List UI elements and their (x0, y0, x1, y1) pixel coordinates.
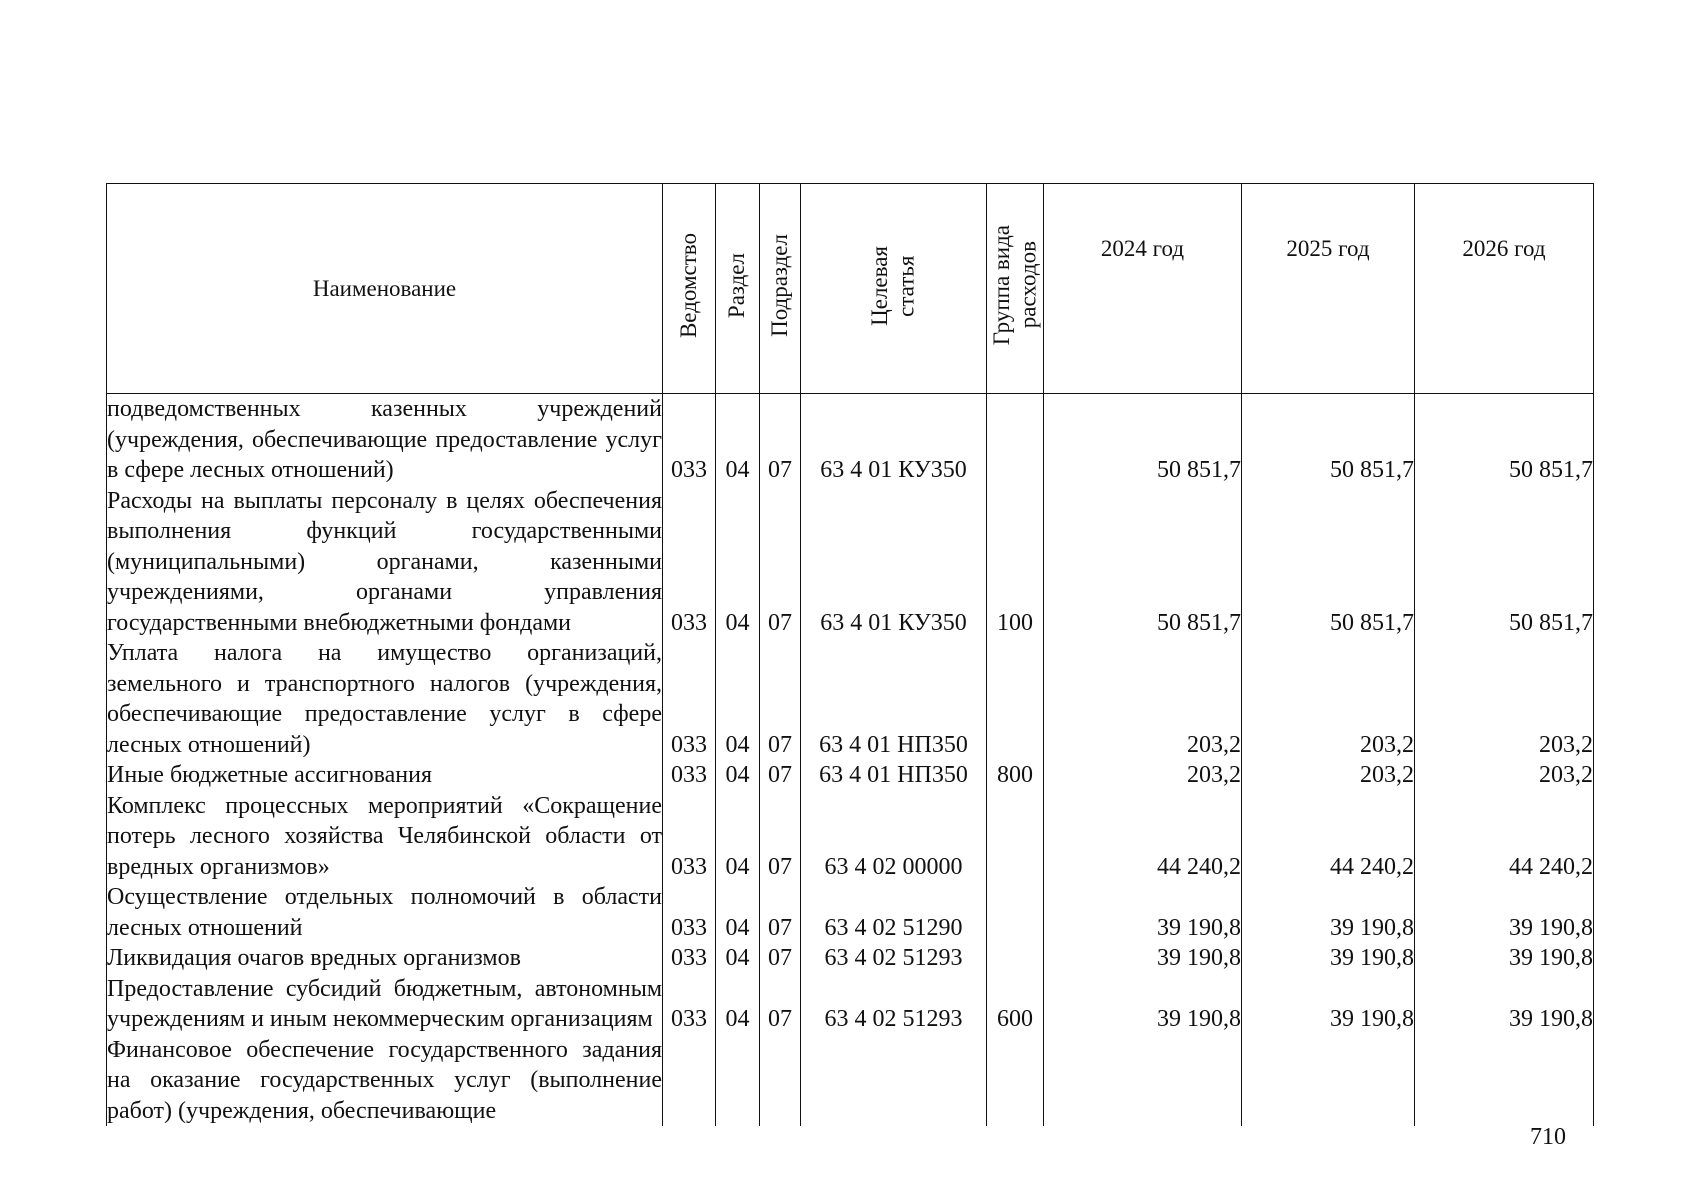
cell-2026: 203,2 (1415, 760, 1594, 791)
cell-name: Финансовое обеспечение государственного задания на оказание государственных услуг (выполнение работ) (учреждения, обеспечивающие (107, 1035, 663, 1127)
cell-gruppa: 800 (987, 760, 1044, 791)
cell-2025: 39 190,8 (1242, 882, 1415, 943)
cell-2025: 203,2 (1242, 638, 1415, 760)
cell-podrazdel: 07 (760, 943, 801, 974)
cell-2026: 203,2 (1415, 638, 1594, 760)
header-podrazdel: Подраздел (760, 184, 801, 394)
cell-celevaya-statya: 63 4 01 НП350 (801, 760, 987, 791)
cell-2024: 50 851,7 (1044, 486, 1242, 639)
cell-podrazdel: 07 (760, 394, 801, 486)
cell-celevaya-statya: 63 4 01 КУ350 (801, 486, 987, 639)
cell-vedomstvo: 033 (663, 943, 716, 974)
cell-vedomstvo: 033 (663, 882, 716, 943)
cell-2024 (1044, 1035, 1242, 1127)
cell-2025: 203,2 (1242, 760, 1415, 791)
table-row (107, 943, 1594, 974)
cell-2024: 39 190,8 (1044, 882, 1242, 943)
cell-celevaya-statya: 63 4 01 НП350 (801, 638, 987, 760)
cell-2024: 44 240,2 (1044, 791, 1242, 883)
cell-2025 (1242, 1035, 1415, 1127)
table-header-row (107, 184, 1594, 394)
cell-2026: 50 851,7 (1415, 394, 1594, 486)
cell-name: Предоставление субсидий бюджетным, автономным учреждениям и иным некоммерческим организациям (107, 974, 663, 1035)
table-body (107, 394, 1594, 1127)
table-row (107, 791, 1594, 883)
cell-podrazdel: 07 (760, 486, 801, 639)
cell-razdel: 04 (716, 943, 760, 974)
cell-2025: 50 851,7 (1242, 394, 1415, 486)
page-number: 710 (1530, 1124, 1566, 1150)
cell-razdel: 04 (716, 394, 760, 486)
table-row (107, 638, 1594, 760)
cell-podrazdel: 07 (760, 974, 801, 1035)
cell-podrazdel: 07 (760, 882, 801, 943)
cell-vedomstvo: 033 (663, 638, 716, 760)
header-razdel: Раздел (716, 184, 760, 394)
cell-celevaya-statya: 63 4 02 51293 (801, 974, 987, 1035)
cell-name: Комплекс процессных мероприятий «Сокращение потерь лесного хозяйства Челябинской области от вредных организмов» (107, 791, 663, 883)
cell-vedomstvo: 033 (663, 394, 716, 486)
cell-celevaya-statya: 63 4 02 51290 (801, 882, 987, 943)
cell-2025: 39 190,8 (1242, 943, 1415, 974)
cell-podrazdel: 07 (760, 760, 801, 791)
header-2024: 2024 год (1044, 184, 1242, 394)
cell-celevaya-statya: 63 4 02 00000 (801, 791, 987, 883)
cell-name: Осуществление отдельных полномочий в области лесных отношений (107, 882, 663, 943)
table-row (107, 974, 1594, 1035)
table-row (107, 760, 1594, 791)
header-2025: 2025 год (1242, 184, 1415, 394)
cell-razdel: 04 (716, 486, 760, 639)
cell-vedomstvo: 033 (663, 486, 716, 639)
table-row (107, 882, 1594, 943)
cell-2026: 44 240,2 (1415, 791, 1594, 883)
cell-2026: 39 190,8 (1415, 974, 1594, 1035)
cell-celevaya-statya (801, 1035, 987, 1127)
cell-vedomstvo: 033 (663, 760, 716, 791)
cell-2025: 44 240,2 (1242, 791, 1415, 883)
table-row (107, 1035, 1594, 1127)
cell-gruppa (987, 943, 1044, 974)
cell-2024: 203,2 (1044, 638, 1242, 760)
cell-gruppa: 600 (987, 974, 1044, 1035)
cell-name: Расходы на выплаты персоналу в целях обеспечения выполнения функций государственными (муниципальными) органами, казенными учреждениями, органами управления государственными внебюджетными фондами (107, 486, 663, 639)
cell-name: Уплата налога на имущество организаций, земельного и транспортного налогов (учреждения, обеспечивающие предоставление услуг в сфере лесных отношений) (107, 638, 663, 760)
cell-name: Ликвидация очагов вредных организмов (107, 943, 663, 974)
cell-2024: 39 190,8 (1044, 974, 1242, 1035)
header-gruppa-vida-rashodov (987, 184, 1044, 394)
cell-2024: 50 851,7 (1044, 394, 1242, 486)
cell-2025: 39 190,8 (1242, 974, 1415, 1035)
header-celevaya-line1: Целевая (867, 245, 893, 326)
cell-vedomstvo (663, 1035, 716, 1127)
cell-gruppa (987, 638, 1044, 760)
header-gruppa-line2: расходов (1015, 241, 1040, 330)
cell-razdel (716, 1035, 760, 1127)
cell-celevaya-statya: 63 4 01 КУ350 (801, 394, 987, 486)
cell-razdel: 04 (716, 638, 760, 760)
cell-celevaya-statya: 63 4 02 51293 (801, 943, 987, 974)
cell-2024: 203,2 (1044, 760, 1242, 791)
cell-2026: 39 190,8 (1415, 882, 1594, 943)
cell-name: подведомственных казенных учреждений (учреждения, обеспечивающие предоставление услуг в сфере лесных отношений) (107, 394, 663, 486)
cell-2026: 50 851,7 (1415, 486, 1594, 639)
cell-vedomstvo: 033 (663, 974, 716, 1035)
cell-gruppa (987, 791, 1044, 883)
header-celevaya-statya (801, 184, 987, 394)
header-vedomstvo: Ведомство (663, 184, 716, 394)
cell-gruppa (987, 1035, 1044, 1127)
cell-razdel: 04 (716, 882, 760, 943)
cell-vedomstvo: 033 (663, 791, 716, 883)
cell-2026 (1415, 1035, 1594, 1127)
cell-gruppa: 100 (987, 486, 1044, 639)
cell-2025: 50 851,7 (1242, 486, 1415, 639)
header-gruppa-line1: Группа вида (988, 225, 1014, 346)
header-2026: 2026 год (1415, 184, 1594, 394)
cell-razdel: 04 (716, 974, 760, 1035)
cell-gruppa (987, 394, 1044, 486)
budget-table (106, 183, 1594, 1126)
header-name: Наименование (107, 184, 663, 394)
table-row (107, 394, 1594, 486)
table-row (107, 486, 1594, 639)
cell-podrazdel: 07 (760, 638, 801, 760)
header-celevaya-line2: статья (893, 254, 919, 317)
cell-name: Иные бюджетные ассигнования (107, 760, 663, 791)
cell-podrazdel: 07 (760, 791, 801, 883)
cell-2026: 39 190,8 (1415, 943, 1594, 974)
cell-podrazdel (760, 1035, 801, 1127)
cell-gruppa (987, 882, 1044, 943)
cell-razdel: 04 (716, 791, 760, 883)
cell-razdel: 04 (716, 760, 760, 791)
cell-2024: 39 190,8 (1044, 943, 1242, 974)
